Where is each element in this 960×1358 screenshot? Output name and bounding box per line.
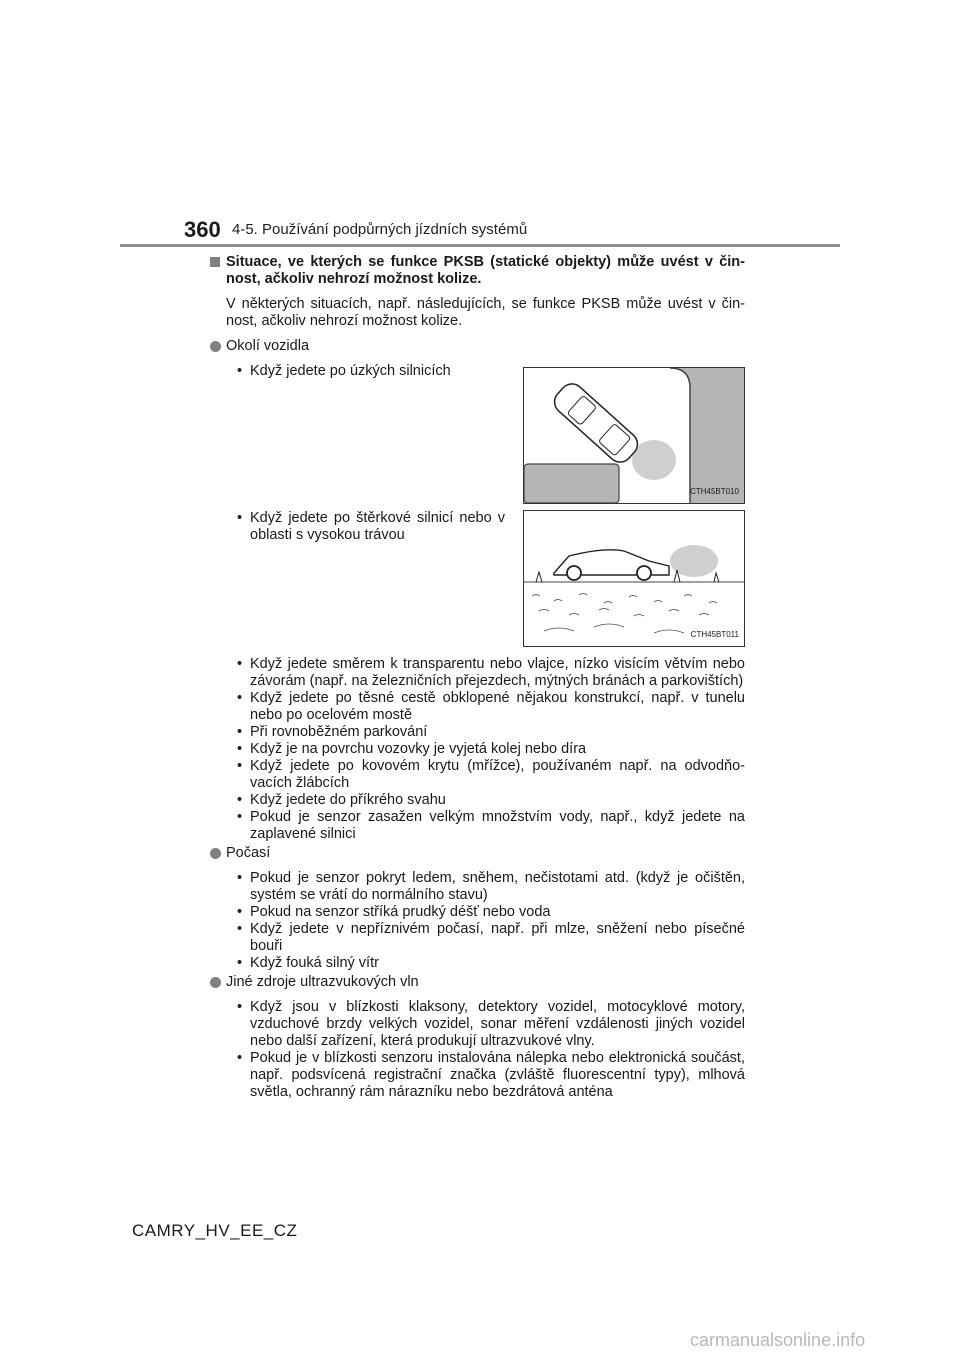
- figure-code: CTH45BT011: [690, 630, 739, 639]
- list-item: • Při rovnoběžném parkování: [210, 724, 745, 741]
- circle-bullet-icon: [210, 341, 221, 352]
- figure-code: CTH45BT010: [690, 487, 739, 496]
- list-item: • Když jedete po štěrkové silnicí nebo v oblasti s vysokou trávou: [210, 510, 505, 544]
- model-code: CAMRY_HV_EE_CZ: [132, 1221, 298, 1240]
- list-item: • Pokud je senzor pokryt ledem, sněhem, nečistotami atd. (když je očištěn, systém se vrátí do normálního stavu): [210, 870, 745, 904]
- list-item: • Když jedete po úzkých silnicích: [210, 363, 505, 380]
- list-item: • Když jedete do příkrého svahu: [210, 792, 745, 809]
- section-intro: V některých situacích, např. následujících, se funkce PKSB může uvést v činnost, ačkoliv nehrozí možnost kolize.: [226, 296, 745, 329]
- list-item: • Když jedete po těsné cestě obklopené nějakou konstrukcí, např. v tunelu nebo po ocelovém mostě: [210, 690, 745, 724]
- chapter-title: 4-5. Používání podpůrných jízdních systémů: [232, 221, 528, 238]
- list-item: • Pokud je senzor zasažen velkým množstvím vody, např., když jedete na zaplavené silnici: [210, 809, 745, 843]
- list-item: • Když je na povrchu vozovky je vyjetá kolej nebo díra: [210, 741, 745, 758]
- section-heading: [210, 254, 745, 288]
- header-rule: [120, 244, 840, 247]
- group-title: Jiné zdroje ultrazvukových vln: [226, 974, 419, 990]
- list-item: • Pokud je v blízkosti senzoru instalována nálepka nebo elektronická součást, např. podsvícená registrační značka (zvláště fluorescentní typy), mlhová světla, ochranný rám nárazníku nebo bezdrátová anténa: [210, 1050, 745, 1101]
- list-item: • Pokud na senzor stříká prudký déšť nebo voda: [210, 904, 745, 921]
- illustrated-item-gravel-road: [210, 510, 745, 656]
- list-item: • Když jedete směrem k transparentu nebo vlajce, nízko visícím větvím nebo závorám (např. na železničních přejezdech, mýtných bránách a parkovištích): [210, 656, 745, 690]
- figure-gravel-road: [523, 510, 745, 647]
- group-heading-ultrasonic: [210, 974, 745, 991]
- list-item: • Když jedete v nepříznivém počasí, např. při mlze, sněžení nebo písečné bouři: [210, 921, 745, 955]
- list: [210, 510, 505, 544]
- list-item: • Když jsou v blízkosti klaksony, detektory vozidel, motocyklové motory, vzduchové brzdy velkých vozidel, sonar měření vzdálenosti jiných vozidel nebo další zařízení, která produkují ultrazvukové vlny.: [210, 999, 745, 1050]
- circle-bullet-icon: [210, 977, 221, 988]
- group-heading-surroundings: [210, 338, 745, 355]
- page-content: [210, 254, 745, 1101]
- group-title: Počasí: [226, 845, 271, 861]
- square-bullet-icon: [210, 257, 220, 267]
- figure-narrow-road: [523, 367, 745, 504]
- section-heading-text: Situace, ve kterých se funkce PKSB (statické objekty) může uvést v činnost, ačkoliv nehrozí možnost kolize.: [226, 254, 745, 287]
- list-ultrasonic: [210, 999, 745, 1101]
- page-number: 360: [184, 217, 221, 242]
- illustrated-item-narrow-road: [210, 363, 745, 507]
- list-item: • Když fouká silný vítr: [210, 955, 745, 972]
- watermark-text: carmanualsonline.info: [690, 1330, 866, 1350]
- group-heading-weather: [210, 845, 745, 862]
- list-surroundings: [210, 656, 745, 843]
- list-weather: [210, 870, 745, 972]
- list: [210, 363, 505, 380]
- group-title: Okolí vozidla: [226, 338, 310, 354]
- circle-bullet-icon: [210, 848, 221, 859]
- list-item: • Když jedete po kovovém krytu (mřížce), používaném např. na odvodňovacích žlábcích: [210, 758, 745, 792]
